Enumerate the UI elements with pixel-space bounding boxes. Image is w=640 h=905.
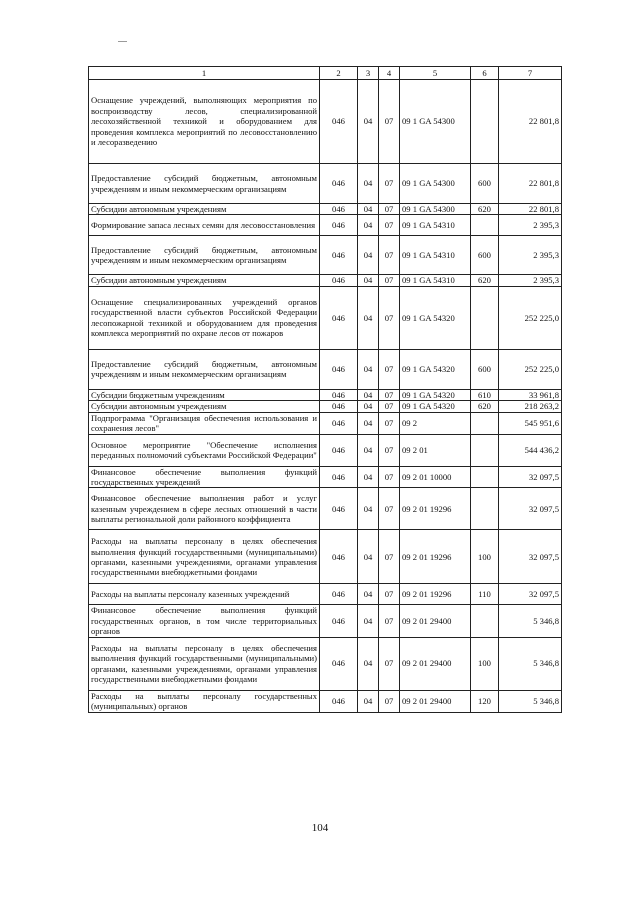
table-row <box>89 215 562 236</box>
row-subsection: 07 <box>379 204 400 215</box>
row-target-code: 09 2 01 10000 <box>400 466 471 488</box>
row-subsection: 07 <box>379 401 400 412</box>
row-expense-type: 120 <box>471 690 499 712</box>
row-expense-type <box>471 434 499 466</box>
row-expense-type <box>471 605 499 637</box>
row-section: 04 <box>358 349 379 389</box>
row-section: 04 <box>358 389 379 400</box>
row-subsection: 07 <box>379 584 400 605</box>
row-target-code: 09 1 GA 54300 <box>400 164 471 204</box>
row-expense-type: 600 <box>471 164 499 204</box>
scan-mark <box>118 41 127 42</box>
row-target-code: 09 1 GA 54320 <box>400 286 471 349</box>
table-row <box>89 530 562 584</box>
row-amount: 5 346,8 <box>499 690 562 712</box>
row-subsection: 07 <box>379 412 400 434</box>
col-header-2: 2 <box>320 67 358 80</box>
table-row <box>89 80 562 164</box>
row-target-code: 09 1 GA 54320 <box>400 401 471 412</box>
row-section: 04 <box>358 286 379 349</box>
row-amount: 32 097,5 <box>499 530 562 584</box>
row-expense-type: 100 <box>471 637 499 690</box>
row-grbs: 046 <box>320 215 358 236</box>
row-section: 04 <box>358 204 379 215</box>
row-expense-type: 620 <box>471 204 499 215</box>
row-subsection: 07 <box>379 80 400 164</box>
row-subsection: 07 <box>379 164 400 204</box>
table-row <box>89 349 562 389</box>
row-grbs: 046 <box>320 488 358 530</box>
col-header-1: 1 <box>89 67 320 80</box>
row-expense-type: 600 <box>471 349 499 389</box>
row-expense-type <box>471 286 499 349</box>
row-target-code: 09 2 01 19296 <box>400 488 471 530</box>
row-name: Финансовое обеспечение выполнения функций государственных учреждений <box>89 466 320 488</box>
row-name: Субсидии автономным учреждениям <box>89 204 320 215</box>
row-section: 04 <box>358 530 379 584</box>
row-name: Оснащение специализированных учреждений органов государственной власти субъектов Российской Федерации лесопожарной техникой и оборудованием для проведения комплекса мероприятий по охране лесов от пожаров <box>89 286 320 349</box>
row-expense-type <box>471 488 499 530</box>
row-subsection: 07 <box>379 466 400 488</box>
row-name: Расходы на выплаты персоналу в целях обеспечения выполнения функций государственными (муниципальными) органами, казенными учреждениями, органами управления государственными внебюджетными фондами <box>89 530 320 584</box>
row-expense-type: 620 <box>471 401 499 412</box>
col-header-6: 6 <box>471 67 499 80</box>
table-row <box>89 637 562 690</box>
row-section: 04 <box>358 275 379 286</box>
col-header-7: 7 <box>499 67 562 80</box>
table-row <box>89 204 562 215</box>
row-grbs: 046 <box>320 412 358 434</box>
row-section: 04 <box>358 690 379 712</box>
row-amount: 5 346,8 <box>499 605 562 637</box>
table-row <box>89 488 562 530</box>
table-row <box>89 466 562 488</box>
table-row <box>89 389 562 400</box>
row-section: 04 <box>358 164 379 204</box>
row-name: Финансовое обеспечение выполнения функций государственных органов, в том числе территориальных органов <box>89 605 320 637</box>
row-grbs: 046 <box>320 401 358 412</box>
col-header-3: 3 <box>358 67 379 80</box>
table-row <box>89 690 562 712</box>
row-section: 04 <box>358 80 379 164</box>
table-row <box>89 434 562 466</box>
row-subsection: 07 <box>379 488 400 530</box>
row-name: Субсидии бюджетным учреждениям <box>89 389 320 400</box>
table-row <box>89 275 562 286</box>
row-target-code: 09 2 <box>400 412 471 434</box>
budget-table <box>88 66 562 713</box>
row-grbs: 046 <box>320 286 358 349</box>
row-name: Предоставление субсидий бюджетным, автономным учреждениям и иным некоммерческим организациям <box>89 236 320 275</box>
row-amount: 32 097,5 <box>499 466 562 488</box>
row-amount: 22 801,8 <box>499 204 562 215</box>
row-section: 04 <box>358 466 379 488</box>
row-amount: 218 263,2 <box>499 401 562 412</box>
row-expense-type <box>471 412 499 434</box>
row-target-code: 09 1 GA 54310 <box>400 236 471 275</box>
row-grbs: 046 <box>320 530 358 584</box>
row-grbs: 046 <box>320 164 358 204</box>
row-target-code: 09 2 01 19296 <box>400 584 471 605</box>
row-grbs: 046 <box>320 466 358 488</box>
row-subsection: 07 <box>379 275 400 286</box>
row-target-code: 09 2 01 29400 <box>400 605 471 637</box>
row-target-code: 09 1 GA 54310 <box>400 275 471 286</box>
row-name: Субсидии автономным учреждениям <box>89 275 320 286</box>
row-grbs: 046 <box>320 584 358 605</box>
page-number: 104 <box>311 822 329 834</box>
table-row <box>89 412 562 434</box>
row-grbs: 046 <box>320 605 358 637</box>
row-name: Финансовое обеспечение выполнения работ и услуг казенным учреждением в сфере лесных отношений в части выплаты региональной доли районного коэффициента <box>89 488 320 530</box>
row-section: 04 <box>358 584 379 605</box>
row-section: 04 <box>358 637 379 690</box>
row-name: Формирование запаса лесных семян для лесовосстановления <box>89 215 320 236</box>
row-name: Предоставление субсидий бюджетным, автономным учреждениям и иным некоммерческим организациям <box>89 349 320 389</box>
row-grbs: 046 <box>320 434 358 466</box>
row-amount: 2 395,3 <box>499 236 562 275</box>
row-expense-type: 610 <box>471 389 499 400</box>
row-grbs: 046 <box>320 275 358 286</box>
row-expense-type: 110 <box>471 584 499 605</box>
row-expense-type: 100 <box>471 530 499 584</box>
row-target-code: 09 2 01 29400 <box>400 690 471 712</box>
row-target-code: 09 2 01 29400 <box>400 637 471 690</box>
header-row <box>89 67 562 80</box>
row-amount: 22 801,8 <box>499 164 562 204</box>
row-target-code: 09 1 GA 54320 <box>400 349 471 389</box>
row-subsection: 07 <box>379 349 400 389</box>
table-row <box>89 236 562 275</box>
row-name: Расходы на выплаты персоналу казенных учреждений <box>89 584 320 605</box>
row-subsection: 07 <box>379 690 400 712</box>
table-body <box>89 80 562 713</box>
row-grbs: 046 <box>320 690 358 712</box>
row-name: Предоставление субсидий бюджетным, автономным учреждениям и иным некоммерческим организациям <box>89 164 320 204</box>
row-expense-type: 620 <box>471 275 499 286</box>
row-section: 04 <box>358 488 379 530</box>
row-target-code: 09 1 GA 54320 <box>400 389 471 400</box>
row-amount: 252 225,0 <box>499 349 562 389</box>
row-expense-type <box>471 80 499 164</box>
row-section: 04 <box>358 236 379 275</box>
row-target-code: 09 2 01 19296 <box>400 530 471 584</box>
row-grbs: 046 <box>320 637 358 690</box>
row-amount: 544 436,2 <box>499 434 562 466</box>
row-target-code: 09 1 GA 54300 <box>400 80 471 164</box>
row-amount: 2 395,3 <box>499 215 562 236</box>
row-grbs: 046 <box>320 80 358 164</box>
row-section: 04 <box>358 401 379 412</box>
row-target-code: 09 2 01 <box>400 434 471 466</box>
col-header-4: 4 <box>379 67 400 80</box>
row-amount: 545 951,6 <box>499 412 562 434</box>
row-subsection: 07 <box>379 434 400 466</box>
row-amount: 32 097,5 <box>499 488 562 530</box>
table-row <box>89 286 562 349</box>
row-name: Оснащение учреждений, выполняющих мероприятия по воспроизводству лесов, специализированной лесохозяйственной техникой и оборудованием для проведения комплекса мероприятий по лесовосстановлению и лесоразведению <box>89 80 320 164</box>
row-name: Расходы на выплаты персоналу в целях обеспечения выполнения функций государственными (муниципальными) органами, казенными учреждениями, органами управления государственными внебюджетными фондами <box>89 637 320 690</box>
row-amount: 5 346,8 <box>499 637 562 690</box>
row-amount: 2 395,3 <box>499 275 562 286</box>
row-subsection: 07 <box>379 286 400 349</box>
table-row <box>89 605 562 637</box>
row-amount: 22 801,8 <box>499 80 562 164</box>
col-header-5: 5 <box>400 67 471 80</box>
row-grbs: 046 <box>320 204 358 215</box>
row-amount: 32 097,5 <box>499 584 562 605</box>
row-grbs: 046 <box>320 389 358 400</box>
row-name: Основное мероприятие "Обеспечение исполнения переданных полномочий субъектами Российской Федерации" <box>89 434 320 466</box>
table-row <box>89 401 562 412</box>
row-subsection: 07 <box>379 389 400 400</box>
row-name: Подпрограмма "Организация обеспечения использования и сохранения лесов" <box>89 412 320 434</box>
row-grbs: 046 <box>320 236 358 275</box>
row-grbs: 046 <box>320 349 358 389</box>
row-subsection: 07 <box>379 637 400 690</box>
row-expense-type <box>471 466 499 488</box>
row-name: Субсидии автономным учреждениям <box>89 401 320 412</box>
row-section: 04 <box>358 434 379 466</box>
table-row <box>89 164 562 204</box>
row-subsection: 07 <box>379 605 400 637</box>
row-section: 04 <box>358 412 379 434</box>
row-amount: 252 225,0 <box>499 286 562 349</box>
row-target-code: 09 1 GA 54310 <box>400 215 471 236</box>
row-target-code: 09 1 GA 54300 <box>400 204 471 215</box>
row-amount: 33 961,8 <box>499 389 562 400</box>
row-section: 04 <box>358 215 379 236</box>
row-expense-type <box>471 215 499 236</box>
row-subsection: 07 <box>379 530 400 584</box>
table-row <box>89 584 562 605</box>
row-expense-type: 600 <box>471 236 499 275</box>
row-subsection: 07 <box>379 215 400 236</box>
row-subsection: 07 <box>379 236 400 275</box>
row-name: Расходы на выплаты персоналу государственных (муниципальных) органов <box>89 690 320 712</box>
row-section: 04 <box>358 605 379 637</box>
